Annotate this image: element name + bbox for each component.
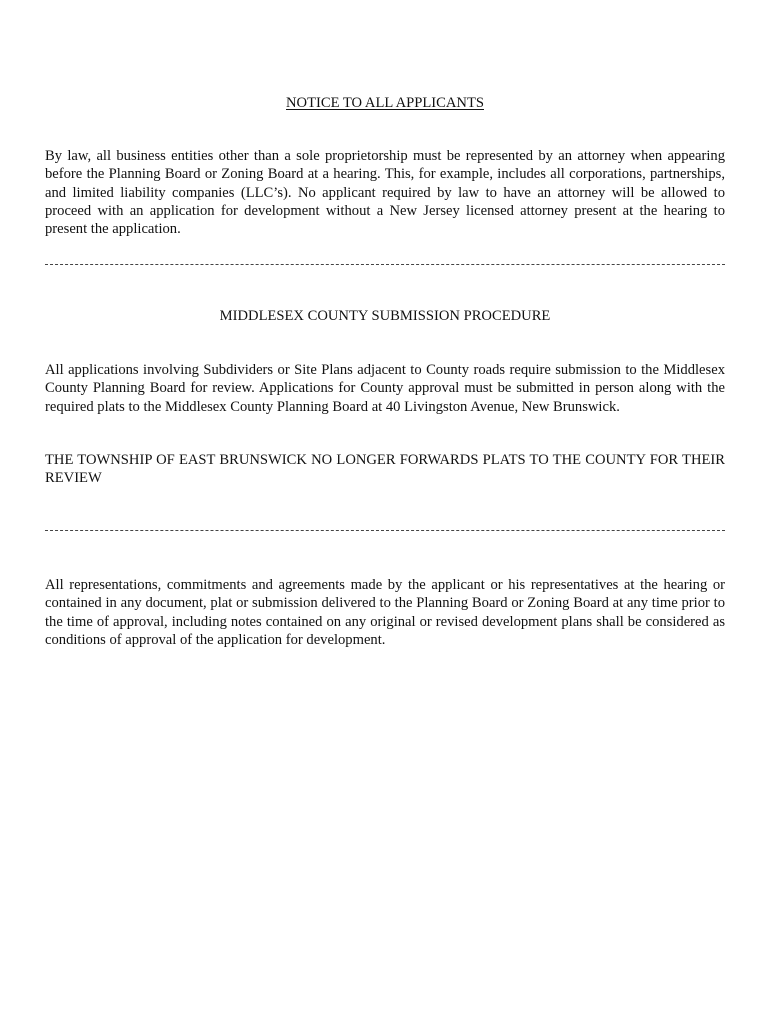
county-submission-paragraph: All applications involving Subdividers or Site Plans adjacent to County roads require submission to the Middlesex County Planning Board for review. Applications for County approval must be submitted in person along with the required plats to the Middlesex County Planning Board at 40 Livingston Avenue, New Brunswick. xyxy=(45,362,725,415)
county-procedure-heading: MIDDLESEX COUNTY SUBMISSION PROCEDURE xyxy=(219,308,551,324)
notice-title: NOTICE TO ALL APPLICANTS xyxy=(286,95,484,111)
section-divider-1 xyxy=(45,264,725,265)
conditions-of-approval-paragraph: All representations, commitments and agreements made by the applicant or his representatives at the hearing or contained in any document, plat or submission delivered to the Planning Board or Zoning Board at any time prior to the time of approval, including notes contained on any original or revised development plans shall be considered as conditions of approval of the application for development. xyxy=(45,577,725,648)
attorney-requirement-paragraph: By law, all business entities other than a sole proprietorship must be represented by an attorney when appearing before the Planning Board or Zoning Board at a hearing. This, for example, includes all corporations, partnerships, and limited liability companies (LLC’s). No applicant required by law to have an attorney will be allowed to proceed with an application for development without a New Jersey licensed attorney present at the hearing to present the application. xyxy=(45,148,725,238)
document-page xyxy=(45,0,725,1024)
township-warning-paragraph: THE TOWNSHIP OF EAST BRUNSWICK NO LONGER FORWARDS PLATS TO THE COUNTY FOR THEIR REVIEW xyxy=(45,452,725,487)
notice-heading xyxy=(45,94,725,112)
section-divider-2 xyxy=(45,530,725,531)
